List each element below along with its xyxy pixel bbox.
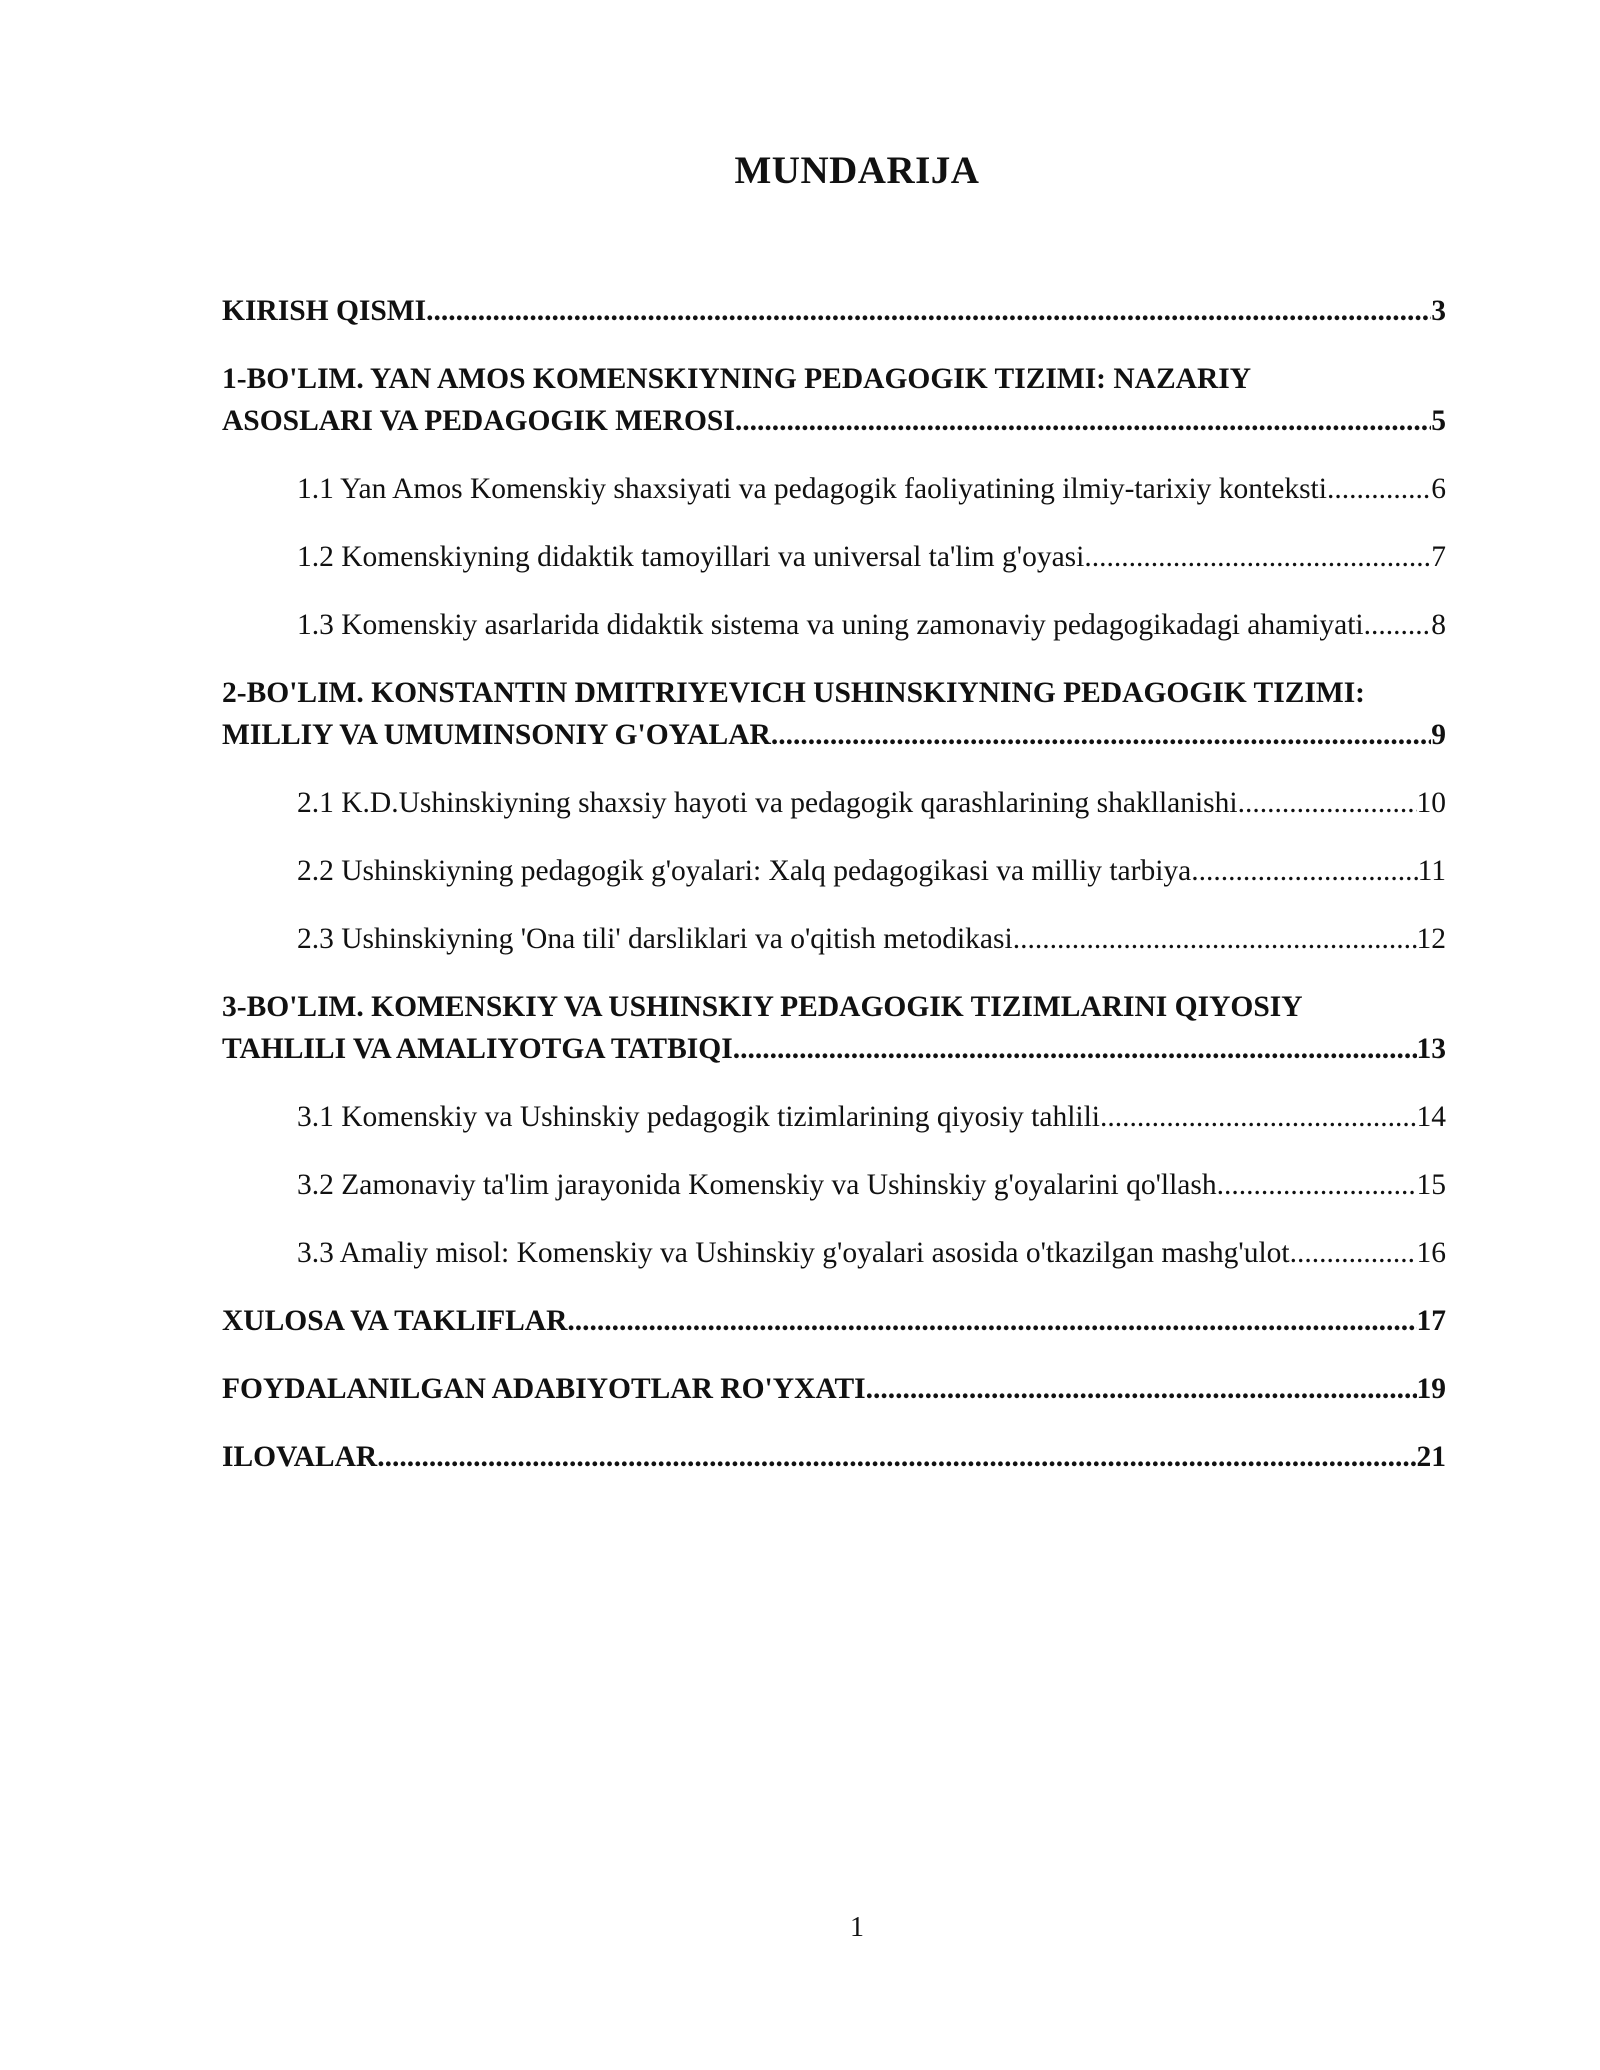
toc-page-number: 3 xyxy=(1431,295,1446,327)
toc-section-entry[interactable] xyxy=(222,1300,1446,1342)
page-title: MUNDARIJA xyxy=(734,149,980,192)
toc-subsection-entry[interactable] xyxy=(222,604,1446,646)
toc-subsection-entry[interactable] xyxy=(222,1232,1446,1274)
toc-page-number: 16 xyxy=(1416,1237,1446,1269)
toc-page-number: 10 xyxy=(1416,787,1446,819)
toc-entry-text: 2.3 Ushinskiyning 'Ona tili' darsliklari va o'qitish metodikasi xyxy=(297,923,1013,955)
toc-page-number: 12 xyxy=(1416,923,1446,955)
toc-entry-text: 3.3 Amaliy misol: Komenskiy va Ushinskiy g'oyalari asosida o'tkazilgan mashg'ulot xyxy=(297,1237,1290,1269)
toc-section-entry[interactable] xyxy=(222,290,1446,332)
toc-subsection-entry[interactable] xyxy=(222,1164,1446,1206)
toc-page-number: 19 xyxy=(1416,1373,1446,1405)
toc-page-number: 11 xyxy=(1417,855,1446,887)
toc-page-number: 8 xyxy=(1431,609,1446,641)
toc-entry-text: ILOVALAR xyxy=(222,1441,378,1473)
toc-entry-text: 1-BO'LIM. YAN AMOS KOMENSKIYNING PEDAGOGIK TIZIMI: NAZARIY xyxy=(222,363,1252,395)
toc-entry-text: 2-BO'LIM. KONSTANTIN DMITRIYEVICH USHINSKIYNING PEDAGOGIK TIZIMI: xyxy=(222,677,1366,709)
toc-entry-text: 2.2 Ushinskiyning pedagogik g'oyalari: Xalq pedagogikasi va milliy tarbiya xyxy=(297,855,1192,887)
toc-subsection-entry[interactable] xyxy=(222,468,1446,510)
toc-entry-text: KIRISH QISMI xyxy=(222,295,427,327)
toc-section-entry[interactable] xyxy=(222,1436,1446,1478)
toc-entry-text: 1.3 Komenskiy asarlarida didaktik sistema va uning zamonaviy pedagogikadagi ahamiyati xyxy=(297,609,1364,641)
toc-entry-text: 2.1 K.D.Ushinskiyning shaxsiy hayoti va pedagogik qarashlarining shakllanishi xyxy=(297,787,1238,819)
toc-page-number: 14 xyxy=(1416,1101,1446,1133)
toc-page-number: 9 xyxy=(1431,719,1446,751)
table-of-contents xyxy=(222,290,1446,1504)
toc-entry-text: 3-BO'LIM. KOMENSKIY VA USHINSKIY PEDAGOGIK TIZIMLARINI QIYOSIY xyxy=(222,991,1303,1023)
toc-page-number: 13 xyxy=(1416,1033,1446,1065)
toc-page-number: 15 xyxy=(1416,1169,1446,1201)
toc-entry-text: ASOSLARI VA PEDAGOGIK MEROSI xyxy=(222,405,735,437)
toc-subsection-entry[interactable] xyxy=(222,536,1446,578)
toc-subsection-entry[interactable] xyxy=(222,1096,1446,1138)
toc-page-number: 17 xyxy=(1416,1305,1446,1337)
toc-entry-text: 3.1 Komenskiy va Ushinskiy pedagogik tizimlarining qiyosiy tahlili xyxy=(297,1101,1100,1133)
toc-section-entry[interactable] xyxy=(222,986,1446,1070)
toc-page-number: 21 xyxy=(1416,1441,1446,1473)
toc-page-number: 6 xyxy=(1431,473,1446,505)
toc-page-number: 7 xyxy=(1431,541,1446,573)
toc-subsection-entry[interactable] xyxy=(222,782,1446,824)
page-number: 1 xyxy=(850,1912,864,1943)
toc-subsection-entry[interactable] xyxy=(222,850,1446,892)
toc-entry-text: XULOSA VA TAKLIFLAR xyxy=(222,1305,568,1337)
toc-entry-text: MILLIY VA UMUMINSONIY G'OYALAR xyxy=(222,719,771,751)
toc-section-entry[interactable] xyxy=(222,1368,1446,1410)
toc-entry-text: 1.2 Komenskiyning didaktik tamoyillari va universal ta'lim g'oyasi xyxy=(297,541,1085,573)
toc-entry-text: FOYDALANILGAN ADABIYOTLAR RO'YXATI xyxy=(222,1373,866,1405)
toc-section-entry[interactable] xyxy=(222,672,1446,756)
toc-page-number: 5 xyxy=(1431,405,1446,437)
toc-entry-text: 1.1 Yan Amos Komenskiy shaxsiyati va pedagogik faoliyatining ilmiy-tarixiy konteksti xyxy=(297,473,1327,505)
toc-entry-text: TAHLILI VA AMALIYOTGA TATBIQI xyxy=(222,1033,733,1065)
toc-section-entry[interactable] xyxy=(222,358,1446,442)
toc-entry-text: 3.2 Zamonaviy ta'lim jarayonida Komenskiy va Ushinskiy g'oyalarini qo'llash xyxy=(297,1169,1217,1201)
toc-subsection-entry[interactable] xyxy=(222,918,1446,960)
